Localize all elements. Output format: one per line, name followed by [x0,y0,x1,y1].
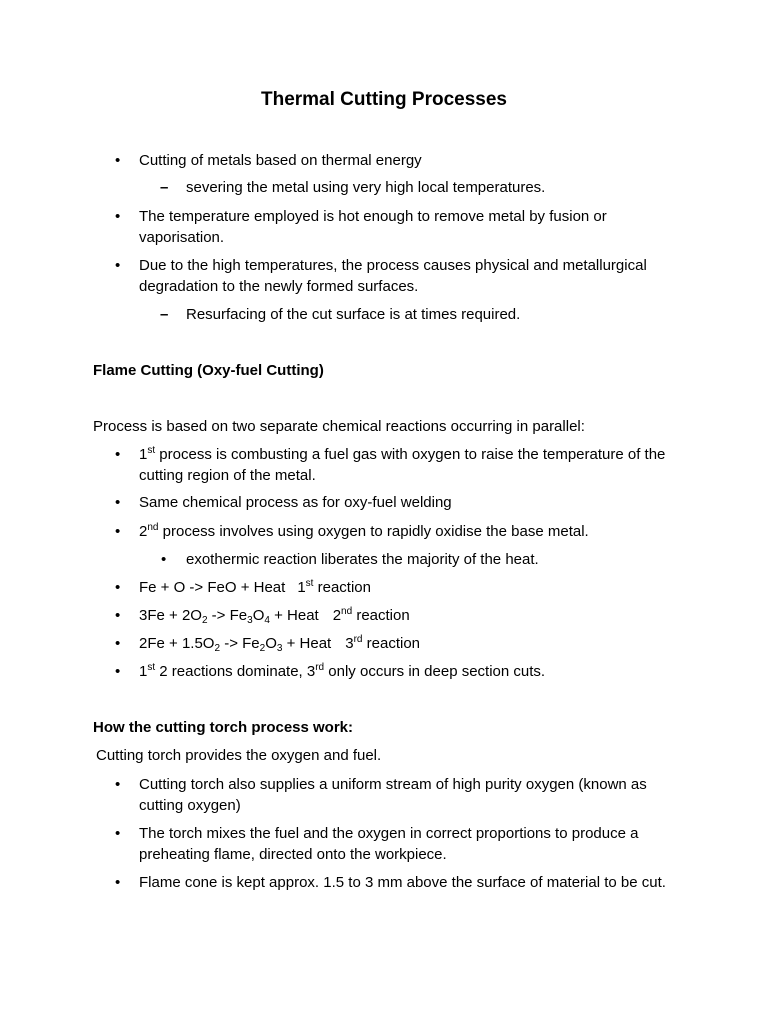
intro-bullet-thermal-energy: • Cutting of metals based on thermal energy [0,150,689,171]
flame-subbullet-exothermic: • exothermic reaction liberates the majority of the heat. [0,549,686,570]
torch-bullet-mixing: • The torch mixes the fuel and the oxygen in correct proportions to produce a preheating flame, directed onto the workpiece. [0,823,689,865]
flame-bullet-same-process: • Same chemical process as for oxy-fuel welding [0,492,689,513]
flame-bullet-first-process: • 1st process is combusting a fuel gas with oxygen to raise the temperature of the cutting region of the metal. [0,444,689,486]
reaction-3: • $2Fe + 1.5O_2 -> Fe_2O_3$ + Heat 3rd reaction [0,633,689,654]
reaction-2: • $3Fe + 2O_2 -> Fe_3O_4$ + Heat 2nd reaction [0,605,689,626]
intro-subbullet-severing: – severing the metal using very high local temperatures. [0,177,686,198]
section-heading-flame-cutting: Flame Cutting (Oxy-fuel Cutting) [93,362,324,379]
torch-bullet-oxygen-stream: • Cutting torch also supplies a uniform stream of high purity oxygen (known as cutting oxygen) [0,774,689,816]
reaction-1: • Fe + O -> FeO + Heat 1st reaction [0,577,689,598]
torch-lead-text: Cutting torch provides the oxygen and fuel. [96,747,382,764]
torch-bullet-flame-cone: • Flame cone is kept approx. 1.5 to 3 mm above the surface of material to be cut. [0,872,689,893]
intro-subbullet-resurfacing: – Resurfacing of the cut surface is at times required. [0,304,686,325]
section-heading-cutting-torch: How the cutting torch process work: [93,719,354,736]
page-title: Thermal Cutting Processes [260,89,508,110]
flame-bullet-reactions-dominate: • 1st 2 reactions dominate, 3rd only occurs in deep section cuts. [0,661,689,682]
flame-lead-text: Process is based on two separate chemical reactions occurring in parallel: [93,418,585,435]
intro-bullet-temperature: • The temperature employed is hot enough to remove metal by fusion or vaporisation. [0,206,689,248]
intro-bullet-degradation: • Due to the high temperatures, the process causes physical and metallurgical degradation to the newly formed surfaces. [0,255,689,297]
flame-bullet-second-process: • 2nd process involves using oxygen to rapidly oxidise the base metal. [0,521,689,542]
